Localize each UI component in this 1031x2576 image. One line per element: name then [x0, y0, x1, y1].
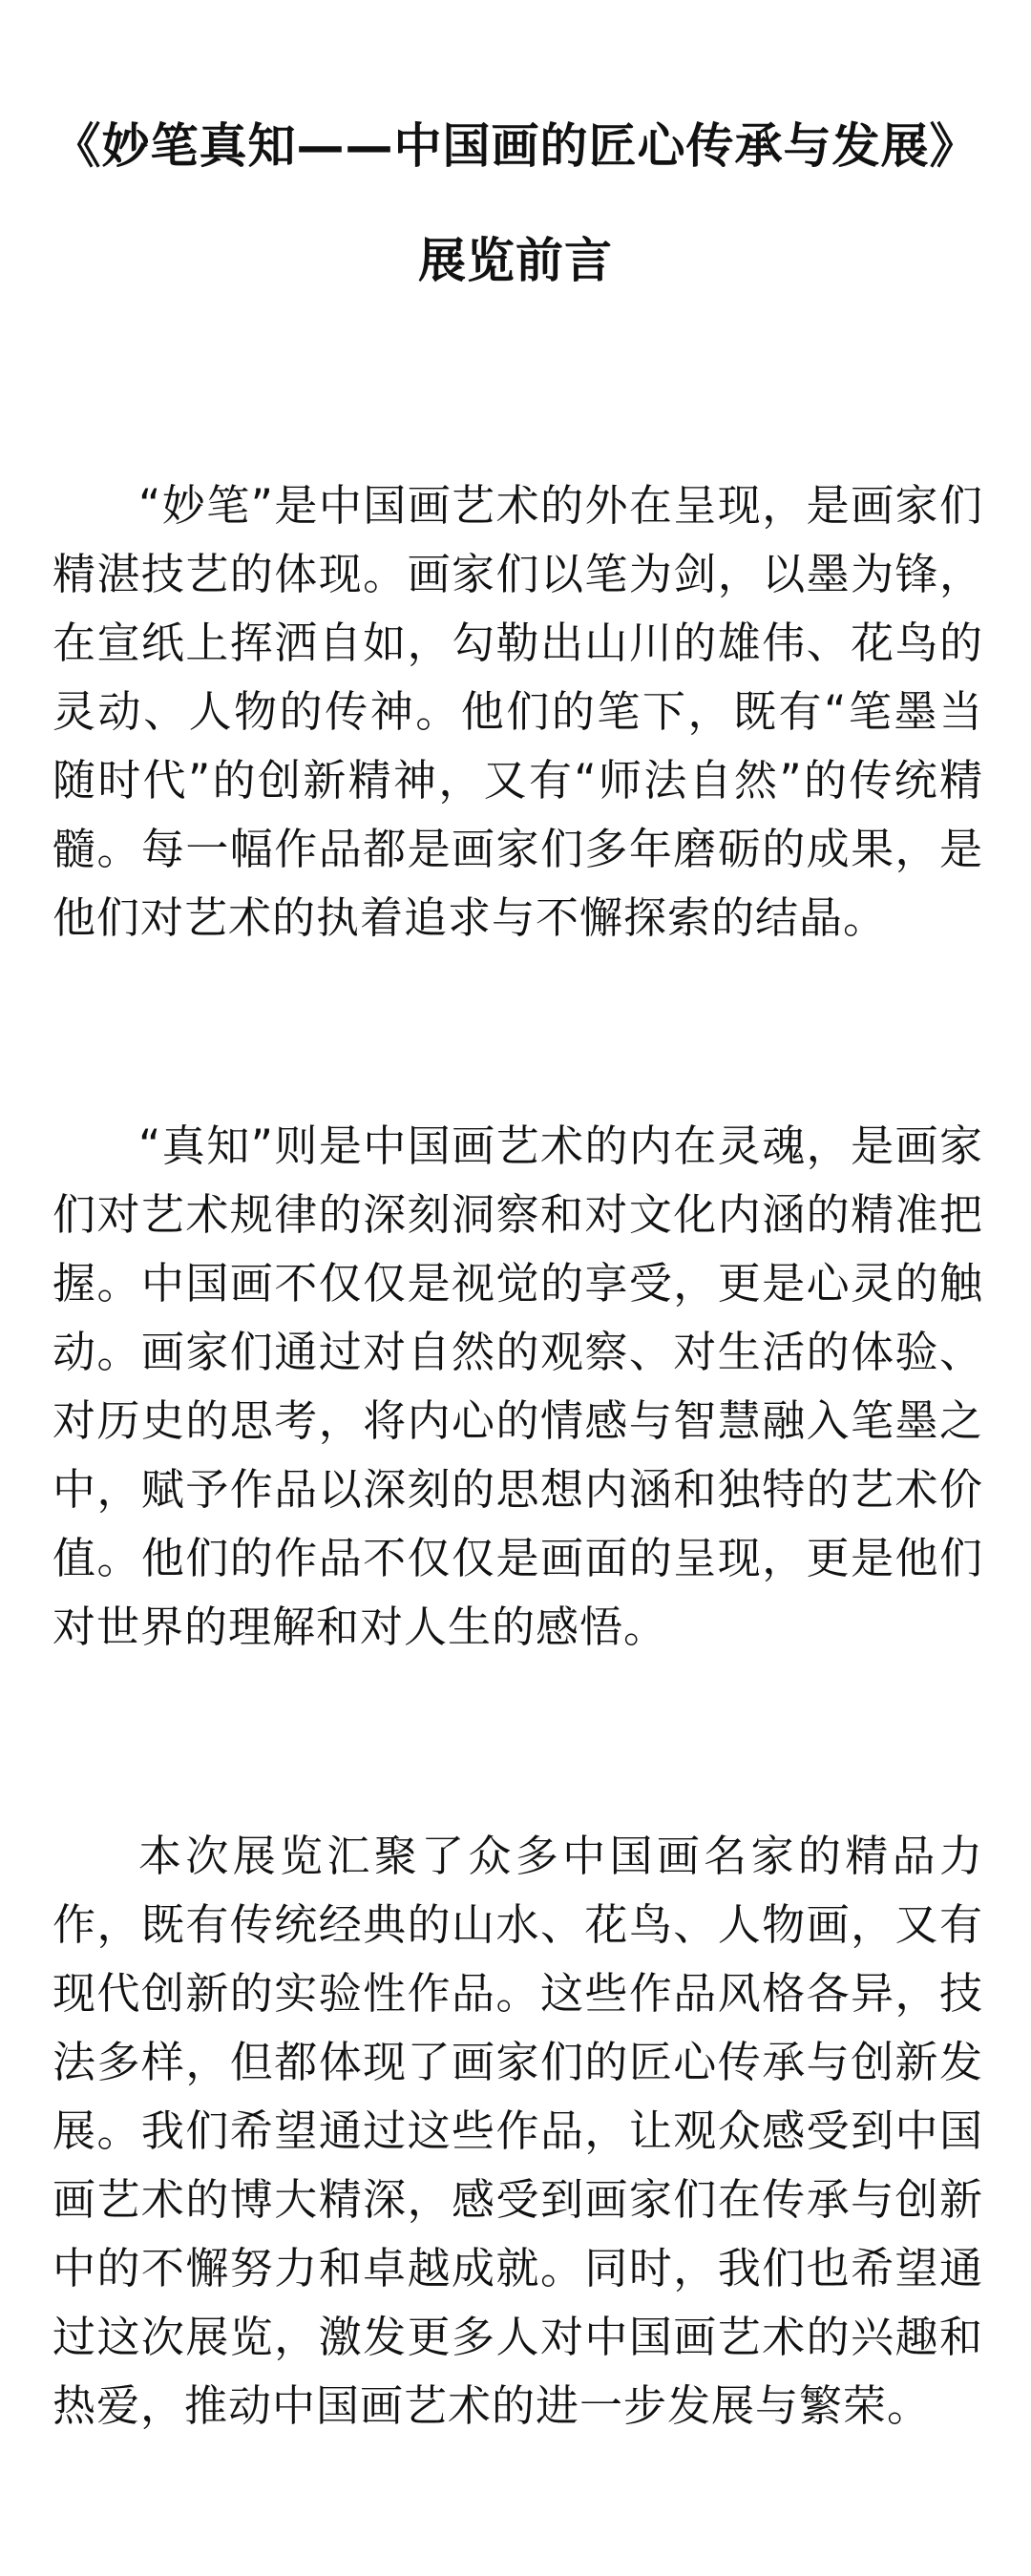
document-title: 《妙笔真知——中国画的匠心传承与发展》	[53, 118, 978, 174]
paragraph-exhibition: 本次展览汇聚了众多中国画名家的精品力作，既有传统经典的山水、花鸟、人物画，又有现代创新的实验性作品。这些作品风格各异，技法多样，但都体现了画家们的匠心传承与创新发展。我们希望通过这些作品，让观众感受到中国画艺术的博大精深，感受到画家们在传承与创新中的不懈努力和卓越成就。同时，我们也希望通过这次展览，激发更多人对中国画艺术的兴趣和热爱，推动中国画艺术的进一步发展与繁荣。	[53, 1831, 983, 2431]
paragraph-miaobi: “妙笔”是中国画艺术的外在呈现，是画家们精湛技艺的体现。画家们以笔为剑，以墨为锋，在宣纸上挥洒自如，勾勒出山川的雄伟、花鸟的灵动、人物的传神。他们的笔下，既有“笔墨当随时代”的创新精神，又有“师法自然”的传统精髓。每一幅作品都是画家们多年磨砺的成果，是他们对艺术的执着追求与不懈探索的结晶。	[53, 480, 983, 943]
paragraph-zhenzhi: “真知”则是中国画艺术的内在灵魂，是画家们对艺术规律的深刻洞察和对文化内涵的精准把握。中国画不仅仅是视觉的享受，更是心灵的触动。画家们通过对自然的观察、对生活的体验、对历史的思考，将内心的情感与智慧融入笔墨之中，赋予作品以深刻的思想内涵和独特的艺术价值。他们的作品不仅仅是画面的呈现，更是他们对世界的理解和对人生的感悟。	[53, 1120, 983, 1652]
document-subtitle: 展览前言	[418, 233, 613, 288]
